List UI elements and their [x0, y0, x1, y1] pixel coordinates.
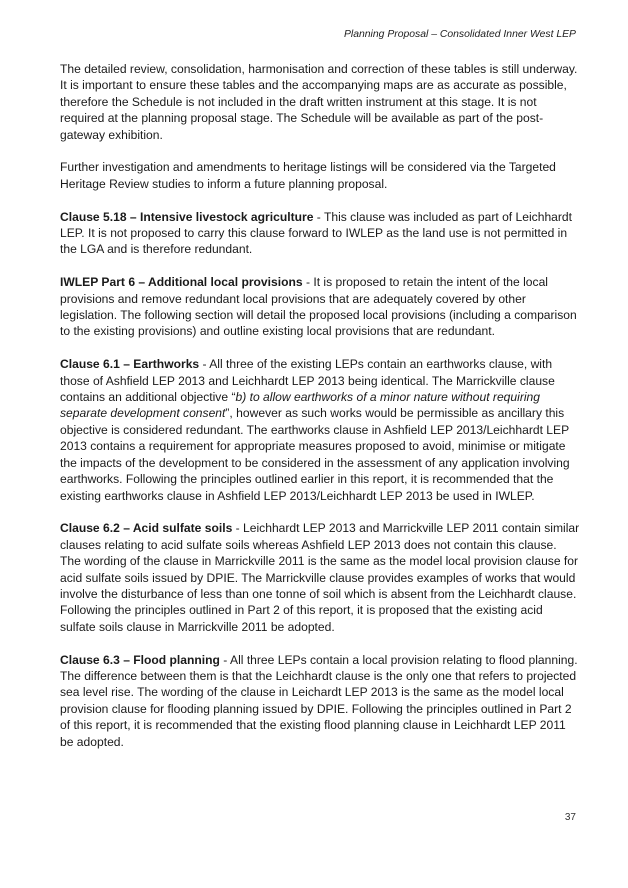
paragraph-part-6 [60, 274, 580, 340]
clause-6-1-objective-quote: b) to allow earthworks of a minor nature without requiring separate development consent [60, 390, 540, 421]
part-6-heading: IWLEP Part 6 – Additional local provisions [60, 275, 303, 290]
clause-6-1-text-before: - All three of the existing LEPs contain an earthworks clause, with those of Ashfield LEP 2013 and Leichhardt LEP 2013 being identical. The Marrickville clause contains an additional objective “ [60, 357, 555, 405]
clause-5-18-text: - This clause was included as part of Leichhardt LEP. It is not proposed to carry this clause forward to IWLEP as the land use is not permitted in the LGA and is therefore redundant. [60, 209, 573, 257]
clause-6-2-heading: Clause 6.2 – Acid sulfate soils [60, 521, 233, 536]
paragraph-clause-6-2 [60, 520, 580, 635]
part-6-text: - It is proposed to retain the intent of the local provisions and remove redundant local provisions that are adequately covered by other legislation. The following section will detail the proposed local provisions (including a comparison to the existing provisions) and outline existing local provisions that are redundant. [60, 275, 577, 339]
paragraph-heritage-review: Further investigation and amendments to heritage listings will be considered via the Targeted Heritage Review studies to inform a future planning proposal. [60, 160, 556, 191]
document-body [60, 61, 580, 766]
clause-6-2-text: - Leichhardt LEP 2013 and Marrickville LEP 2011 contain similar clauses relating to acid sulfate soils whereas Ashfield LEP 2013 does not contain this clause. The wording of the clause in Marrickville 2011 is the same as the model local provision clause for acid sulfate soils issued by DPIE. The Marrickville clause provides examples of works that would involve the disturbance of less than one tonne of soil which is absent from the Leichhardt clause. Following the principles outlined in Part 2 of this report, it is proposed that the existing acid sulfate soils clause in Marrickville 2011 be adopted. [60, 521, 580, 634]
clause-6-1-heading: Clause 6.1 – Earthworks [60, 357, 200, 372]
paragraph-clause-5-18 [60, 209, 580, 258]
paragraph-schedule-review: The detailed review, consolidation, harmonisation and correction of these tables is still underway. It is important to ensure these tables and the accompanying maps are as accurate as possible, therefore the Schedule is not included in the draft written instrument at this stage. It is not required at the planning proposal stage. The Schedule will be available as part of the post-gateway exhibition. [60, 62, 578, 142]
paragraph-clause-6-1 [60, 356, 580, 504]
clause-6-3-heading: Clause 6.3 – Flood planning [60, 652, 220, 667]
page-number: 37 [564, 812, 576, 823]
clause-5-18-heading: Clause 5.18 – Intensive livestock agriculture [60, 209, 314, 224]
clause-6-1-text-after: ”, however as such works would be permissible as ancillary this objective is considered redundant. The earthworks clause in Ashfield LEP 2013/Leichhardt LEP 2013 contains a requirement for appropriate measures proposed to avoid, minimise or mitigate the impacts of the development to be considered in the assessment of any application involving earthworks. Following the principles outlined earlier in this report, it is recommended that the existing earthworks clause in Ashfield LEP 2013/Leichhardt LEP 2013 be used in IWLEP. [60, 406, 570, 503]
running-header: Planning Proposal – Consolidated Inner West LEP [343, 29, 576, 40]
clause-6-3-text: - All three LEPs contain a local provision relating to flood planning. The difference between them is that the Leichhardt clause is the only one that refers to projected sea level rise. The wording of the clause in Leichardt LEP 2013 is the same as the model local provision clause for flooding planning issued by DPIE. Following the principles outlined in Part 2 of this report, it is recommended that the existing flood planning clause in Leichhardt LEP 2011 be adopted. [60, 652, 578, 749]
paragraph-clause-6-3 [60, 652, 580, 750]
